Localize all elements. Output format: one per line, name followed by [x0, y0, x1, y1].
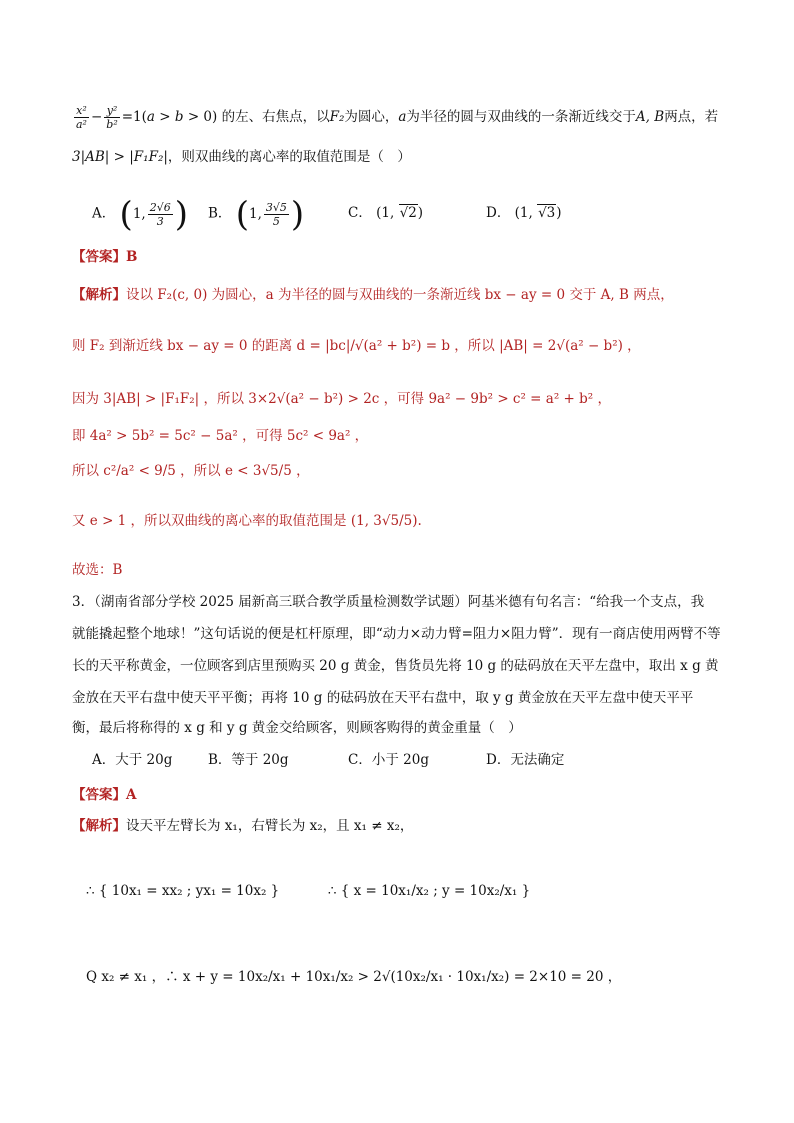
q3-stem-line-1: 3．（湖南省部分学校 2025 届新高三联合教学质量检测数学试题）阿基米德有句名言：“给我一个支点，我 [72, 594, 705, 610]
q2-option-a[interactable]: A． (1, $\frac{2√6}{3}$ ) [92, 194, 188, 234]
q3-stem-line-4: 金放在天平右盘中使天平平衡；再将 10 g 的砝码放在天平右盘中，取 y g 黄金放在天平左盘中使天平平 [72, 690, 694, 706]
q3-stem-line-3: 长的天平称黄金，一位顾客到店里预购买 20 g 黄金，售货员先将 10 g 的砝码放在天平左盘中，取出 x g 黄 [72, 658, 719, 674]
q2-option-d-text: (1, √3) [514, 205, 562, 221]
q3-stem-line-2: 就能撬起整个地球！”这句话说的便是杠杆原理，即“动力×动力臂=阻力×阻力臂”．现有一商店使用两臂不等 [72, 626, 721, 642]
q2-option-d[interactable]: D． (1, √3) [486, 205, 562, 221]
q3-option-b[interactable]: B．等于 20g [208, 752, 289, 768]
q3-system-right: ∴ { x = 10x₁/x₂ ; y = 10x₂/x₁ } [327, 883, 531, 899]
hyperbola-equation: $\frac{\text{x²}}{\text{a²}}$ − $\frac{\text{y²}}{\text{b²}}$ =1(a > b > 0) [76, 104, 222, 131]
q3-answer: 【答案】A [72, 787, 137, 803]
q3-option-a[interactable]: A．大于 20g [92, 752, 173, 768]
q2-analysis-line-6: 又 e > 1 ，所以双曲线的离心率的取值范围是 (1, 3√5/5). [72, 513, 422, 529]
q2-analysis-line-5: 所以 c²/a² < 9/5 ，所以 e < 3√5/5 ， [72, 463, 310, 479]
q2-option-b[interactable]: B． (1, $\frac{3√5}{5}$ ) [208, 194, 305, 234]
q3-analysis-line-1: 【解析】设天平左臂长为 x₁，右臂长为 x₂，且 x₁ ≠ x₂， [72, 818, 414, 834]
q2-analysis-line-4: 即 4a² > 5b² = 5c² − 5a² ，可得 5c² < 9a² ， [72, 428, 369, 444]
q2-option-c-text: (1, √2) [376, 205, 424, 221]
q2-option-b-text: (1, $\frac{3√5}{5}$ ) [235, 194, 305, 234]
q2-option-c[interactable]: C． (1, √2) [348, 205, 424, 221]
q3-option-c[interactable]: C．小于 20g [348, 752, 429, 768]
q3-system-left: ∴ { 10x₁ = xx₂ ; yx₁ = 10x₂ } [86, 883, 280, 899]
q3-system-equations [86, 880, 734, 902]
q3-final-line: Q x₂ ≠ x₁ ，∴ x + y = 10x₂/x₁ + 10x₁/x₂ > 2√(10x₂/x₁ · 10x₁/x₂) = 2×10 = 20 ， [86, 969, 622, 985]
q3-option-d[interactable]: D．无法确定 [486, 752, 565, 768]
q2-conclusion: 故选：B [72, 562, 123, 578]
q2-analysis-line-2: 则 F₂ 到渐近线 bx − ay = 0 的距离 d = |bc|/√(a² + b²) = b ，所以 |AB| = 2√(a² − b²) ， [72, 338, 641, 354]
q3-stem-line-5: 衡，最后将称得的 x g 和 y g 黄金交给顾客，则顾客购得的黄金重量（ ） [72, 720, 522, 736]
q2-stem-line-1: $\frac{\text{x²}}{\text{a²}}$ − $\frac{\text{y²}}{\text{b²}}$ =1(a > b > 0) 的左、右焦点，以F₂为圆心，a为半径的圆与双曲线的一条渐近线交于A, B两点，若 [72, 104, 734, 131]
q2-answer: 【答案】B [72, 249, 138, 265]
q2-analysis-line-3: 因为 3|AB| > |F₁F₂| ，所以 3×2√(a² − b²) > 2c ，可得 9a² − 9b² > c² = a² + b² ， [72, 391, 611, 407]
q2-option-a-text: (1, $\frac{2√6}{3}$ ) [119, 194, 188, 234]
q2-condition: 3|AB| > |F₁F₂| [72, 149, 168, 165]
q2-stem-line-2: 3|AB| > |F₁F₂|，则双曲线的离心率的取值范围是（ ） [72, 149, 411, 165]
q2-analysis-line-1: 【解析】设以 F₂(c, 0) 为圆心，a 为半径的圆与双曲线的一条渐近线 bx − ay = 0 交于 A, B 两点， [72, 287, 674, 303]
